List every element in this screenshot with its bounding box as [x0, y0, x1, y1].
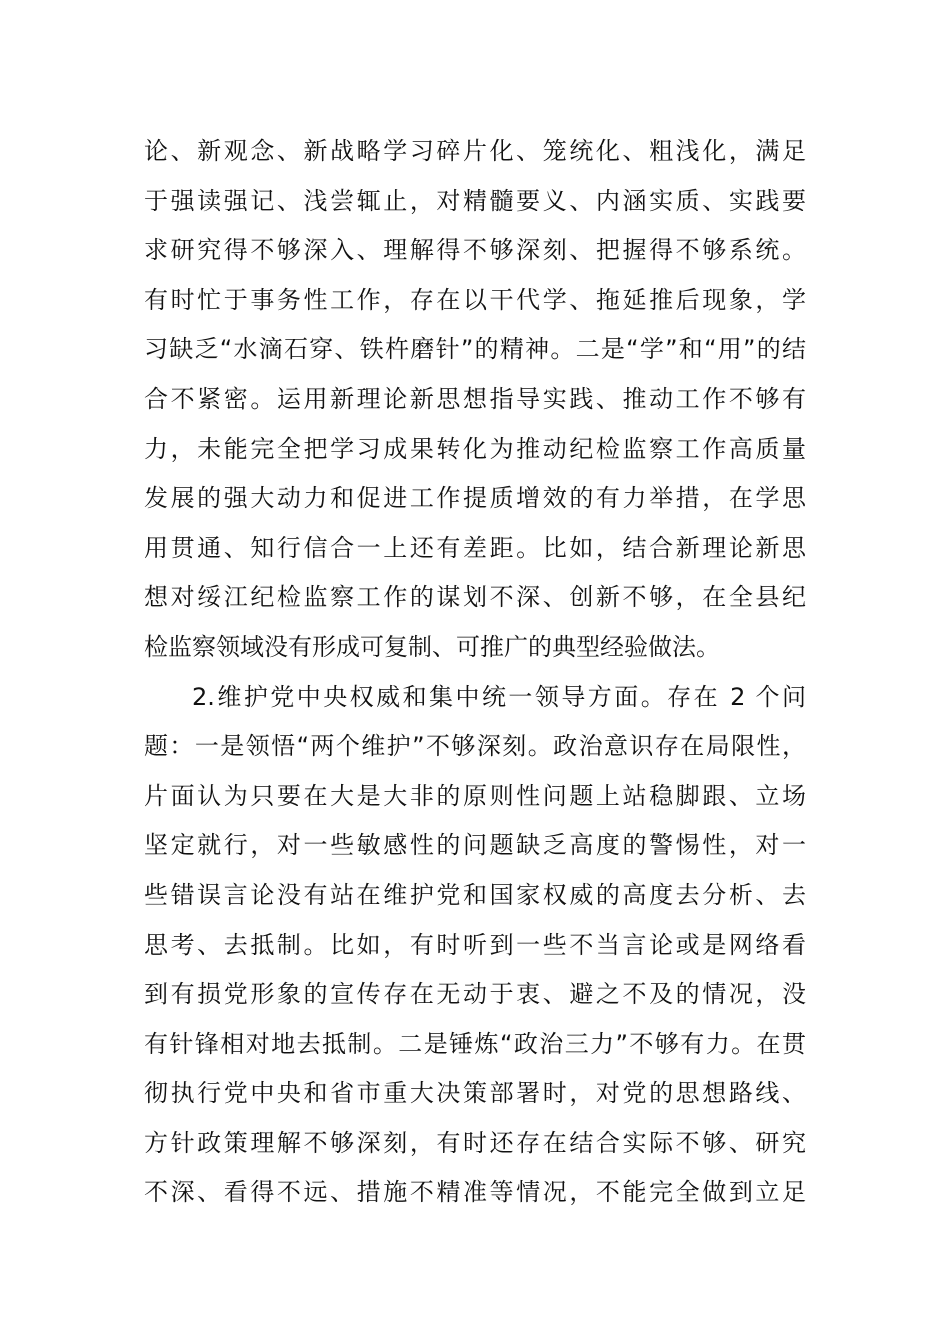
- text-line: 坚定就行，对一些敏感性的问题缺乏高度的警惕性，对一: [144, 831, 806, 860]
- text-line: 用贯通、知行信合一上还有差距。比如，结合新理论新思: [144, 533, 806, 562]
- text-line: 有时忙于事务性工作，存在以干代学、拖延推后现象，学: [144, 285, 806, 314]
- text-line: 发展的强大动力和促进工作提质增效的有力举措，在学思: [144, 484, 806, 513]
- text-line: 论、新观念、新战略学习碎片化、笼统化、粗浅化，满足: [144, 137, 806, 165]
- text-line: 方针政策理解不够深刻，有时还存在结合实际不够、研究: [144, 1128, 806, 1157]
- section-heading-line: 2.维护党中央权威和集中统一领导方面。存在 2 个问: [192, 682, 806, 711]
- text-line: 检监察领域没有形成可复制、可推广的典型经验做法。: [144, 632, 720, 661]
- text-line: 不深、看得不远、措施不精准等情况，不能完全做到立足: [144, 1178, 806, 1207]
- text-line: 求研究得不够深入、理解得不够深刻、把握得不够系统。: [144, 236, 806, 265]
- text-line: 题：一是领悟“两个维护”不够深刻。政治意识存在局限性，: [144, 732, 806, 761]
- text-line: 力，未能完全把学习成果转化为推动纪检监察工作高质量: [144, 434, 806, 463]
- text-line: 合不紧密。运用新理论新思想指导实践、推动工作不够有: [144, 384, 806, 413]
- text-line: 片面认为只要在大是大非的原则性问题上站稳脚跟、立场: [144, 781, 806, 810]
- text-line: 到有损党形象的宣传存在无动于衷、避之不及的情况，没: [144, 980, 806, 1009]
- text-line: 于强读强记、浅尝辄止，对精髓要义、内涵实质、实践要: [144, 186, 806, 215]
- text-line: 思考、去抵制。比如，有时听到一些不当言论或是网络看: [144, 930, 806, 959]
- text-line: 彻执行党中央和省市重大决策部署时，对党的思想路线、: [144, 1079, 806, 1108]
- text-line: 些错误言论没有站在维护党和国家权威的高度去分析、去: [144, 880, 806, 909]
- text-line: 想对绥江纪检监察工作的谋划不深、创新不够，在全县纪: [144, 583, 806, 612]
- text-line: 习缺乏“水滴石穿、铁杵磨针”的精神。二是“学”和“用”的结: [144, 335, 806, 364]
- text-line: 有针锋相对地去抵制。二是锤炼“政治三力”不够有力。在贯: [144, 1029, 806, 1058]
- body-text: [144, 127, 806, 1218]
